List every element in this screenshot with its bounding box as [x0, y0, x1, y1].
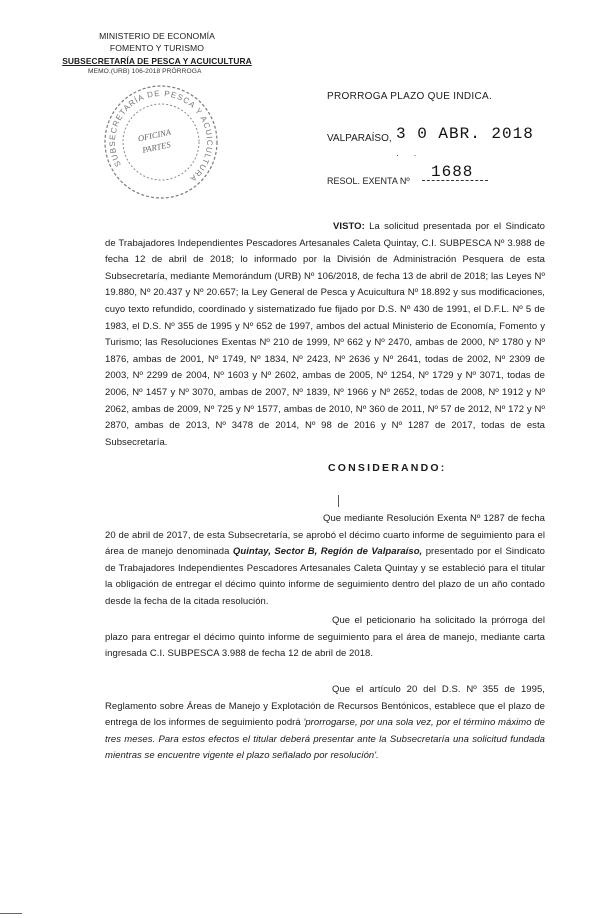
p1-text-a: Que mediante Resolución Exenta Nº 1287 de fecha 20 de abril de 2017, de esta Subsecretaría, se aprobó el décimo cuarto informe de seguimiento para el área de manejo denominada: [105, 513, 545, 558]
margin-mark: [338, 495, 339, 507]
document-date: 3 0 ABR. 2018: [396, 125, 534, 143]
page-edge-line: [0, 913, 22, 914]
considerando-heading: CONSIDERANDO:: [328, 462, 447, 474]
memo-reference: MEMO.(URB) 106-2018 PRÓRROGA: [88, 68, 202, 75]
considerando-paragraph-2: [105, 613, 545, 663]
ministry-header: [62, 30, 252, 67]
stamp-center-line2: PARTES: [141, 139, 172, 155]
visto-text: La solicitud presentada por el Sindicato de Trabajadores Independientes Pescadores Artesanales Caleta Quintay, C.I. SUBPESCA Nº 3.988 de fecha 12 de abril de 2018; lo informado por la División de Administración Pesquera de esta Subsecretaría, mediante Memorándum (URB) Nº 106/2018, de fecha 13 de abril de 2018; las Leyes Nº 19.880, Nº 20.437 y Nº 20.657; la Ley General de Pesca y Acuicultura Nº 18.892 y sus modificaciones, cuyo texto refundido, coordinado y sistematizado fue fijado por D.S. Nº 430 de 1991, el D.F.L. Nº 5 de 1983, el D.S. Nº 355 de 1995 y Nº 652 de 1997, ambos del actual Ministerio de Economía, Fomento y Turismo; las Resoluciones Exentas Nº 210 de 1999, Nº 662 y Nº 2470, ambas de 2000, Nº 1780 y Nº 1876, ambas de 2001, Nº 1749, Nº 1834, Nº 2423, Nº 2636 y Nº 2641, todas de 2002, Nº 2309 de 2003, Nº 2299 de 2004, Nº 1603 y Nº 2602, ambas de 2005, Nº 1254, Nº 1729 y Nº 3071, todas de 2006, Nº 1457 y Nº 3070, ambas de 2007, Nº 1839, Nº 1966 y Nº 2652, todas de 2008, Nº 1912 y Nº 2062, ambas de 2009, Nº 725 y Nº 1577, ambas de 2010, Nº 360 de 2011, Nº 57 de 2012, Nº 172 y Nº 2870, ambas de 2013, Nº 3478 de 2014, Nº 98 de 2016 y Nº 1287 de 2017, todas de esta Subsecretaría.: [105, 221, 545, 448]
stamp-center-line1: OFICINA: [136, 126, 172, 144]
ministry-name: MINISTERIO DE ECONOMÍA: [99, 31, 215, 41]
place-label: VALPARAÍSO,: [327, 133, 392, 144]
visto-section: [105, 219, 545, 451]
p1-text-b: presentado por el Sindicato de Trabajadores Independientes Pescadores Artesanales Caleta Quintay y se estableció para el titular la obligación de entregar el décimo quinto informe de seguimiento dentro del plazo de un año contado desde la fecha de la citada resolución.: [105, 546, 545, 607]
document-title: PRORROGA PLAZO QUE INDICA.: [327, 91, 493, 102]
resolution-number: 1688: [431, 163, 474, 181]
date-marks: · ·: [396, 150, 423, 160]
subsecretaria-name: SUBSECRETARÍA DE PESCA Y ACUICULTURA: [62, 55, 252, 66]
p2-text: Que el peticionario ha solicitado la prórroga del plazo para entregar el décimo quinto informe de seguimiento para el área de manejo, mediante carta ingresada C.I. SUBPESCA 3.988 de fecha 12 de abril de 2018.: [105, 615, 545, 660]
resolution-label: RESOL. EXENTA Nº: [327, 176, 410, 186]
office-stamp: [99, 80, 223, 204]
considerando-paragraph-1: [105, 511, 545, 611]
stamp-ring-text: SUBSECRETARÍA DE PESCA Y ACUICULTURA: [107, 88, 215, 184]
ministry-subtitle: FOMENTO Y TURISMO: [109, 43, 205, 54]
visto-heading: VISTO:: [333, 221, 365, 232]
considerando-paragraph-3: [105, 682, 545, 765]
p3-text: Que el artículo 20 del D.S. Nº 355 de 1995, Reglamento sobre Áreas de Manejo y Explotación de Recursos Bentónicos, establece que el plazo de entrega de los informes de seguimiento podrá: [105, 684, 545, 729]
p1-area-name: Quintay, Sector B, Región de Valparaíso,: [232, 546, 423, 558]
p3-quote: 'prorrogarse, por una sola vez, por el término máximo de tres meses. Para estos efectos el titular deberá presentar ante la Subsecretaría una solicitud fundada mientras se encuentre vigente el plazo señalado por resolución'.: [105, 717, 545, 762]
